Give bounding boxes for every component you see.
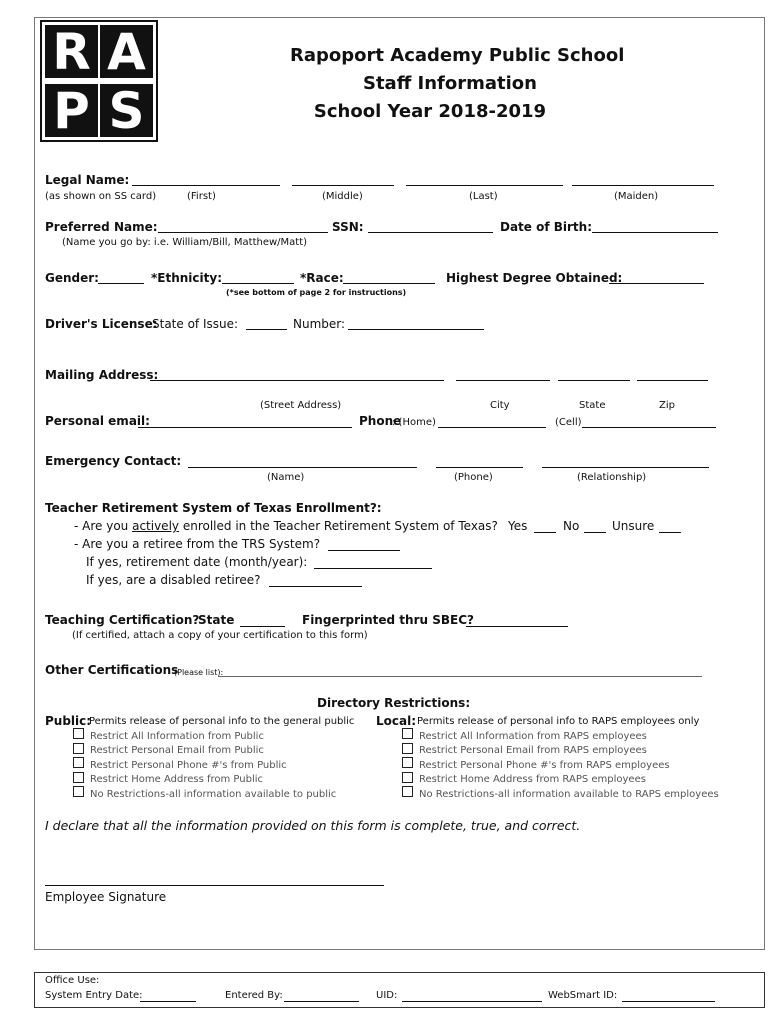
personal-email-field[interactable] — [138, 426, 352, 428]
other-cert-field[interactable] — [218, 675, 702, 677]
local-option-checkbox[interactable] — [402, 772, 413, 783]
public-option-label: Restrict Personal Phone #'s from Public — [90, 760, 287, 771]
trs-unsure-field[interactable] — [659, 531, 681, 533]
form-title: Staff Information — [362, 73, 537, 94]
trs-retirement-date-field[interactable] — [314, 567, 432, 569]
fingerprinted-field[interactable] — [466, 625, 568, 627]
preferred-name-field[interactable] — [158, 231, 328, 233]
street-caption: (Street Address) — [260, 400, 342, 411]
emergency-phone-caption: (Phone) — [454, 472, 493, 483]
trs-heading: Teacher Retirement System of Texas Enrollment?: — [45, 501, 382, 515]
trs-retirement-date-question: If yes, retirement date (month/year): — [86, 555, 308, 569]
declaration-text: I declare that all the information provided on this form is complete, true, and correct. — [45, 818, 581, 833]
first-caption: (First) — [187, 191, 216, 202]
preferred-name-label: Preferred Name: — [45, 220, 158, 234]
other-cert-label: Other Certifications — [45, 663, 179, 677]
home-phone-field[interactable] — [438, 426, 546, 428]
trs-disabled-question: If yes, are a disabled retiree? — [86, 573, 261, 587]
mailing-address-label: Mailing Address: — [45, 368, 159, 382]
signature-label: Employee Signature — [45, 890, 167, 904]
entered-by-field[interactable] — [284, 1000, 359, 1002]
system-entry-date-label: System Entry Date: — [45, 990, 143, 1001]
legal-note: (as shown on SS card) — [45, 191, 157, 202]
directory-heading: Directory Restrictions: — [317, 696, 471, 710]
fingerprinted-label: Fingerprinted thru SBEC? — [302, 613, 474, 627]
local-label: Local: — [376, 714, 417, 728]
degree-field[interactable] — [609, 282, 704, 284]
entered-by-label: Entered By: — [225, 990, 283, 1001]
system-entry-date-field[interactable] — [140, 1000, 196, 1002]
signature-field[interactable] — [45, 884, 384, 886]
city-field[interactable] — [456, 379, 550, 381]
logo-letter-a: A — [100, 25, 153, 78]
trs-yes-field[interactable] — [534, 531, 556, 533]
legal-name-label: Legal Name: — [45, 173, 130, 187]
emergency-relationship-caption: (Relationship) — [577, 472, 647, 483]
emergency-relationship-field[interactable] — [542, 466, 709, 468]
ethnicity-note: (*see bottom of page 2 for instructions) — [226, 288, 407, 297]
raps-logo — [40, 20, 158, 142]
local-option-checkbox[interactable] — [402, 743, 413, 754]
ssn-field[interactable] — [368, 231, 493, 233]
local-option-checkbox[interactable] — [402, 728, 413, 739]
emergency-phone-field[interactable] — [436, 466, 523, 468]
race-field[interactable] — [343, 282, 435, 284]
public-option-checkbox[interactable] — [73, 757, 84, 768]
zip-caption: Zip — [659, 400, 675, 411]
logo-letter-p: P — [45, 84, 98, 137]
trs-disabled-field[interactable] — [269, 585, 362, 587]
trs-unsure-label: Unsure — [612, 519, 655, 533]
emergency-name-field[interactable] — [188, 466, 417, 468]
drivers-license-label: Driver's License: — [45, 317, 158, 331]
degree-label: Highest Degree Obtained: — [446, 271, 623, 285]
office-use-box — [34, 972, 765, 1008]
local-option-label: Restrict Home Address from RAPS employees — [419, 774, 646, 785]
local-option-label: Restrict All Information from RAPS employees — [419, 731, 647, 742]
other-cert-note: (Please list): — [174, 668, 224, 677]
last-name-field[interactable] — [406, 184, 563, 186]
uid-field[interactable] — [402, 1000, 542, 1002]
home-phone-caption: : (Home) — [392, 417, 436, 428]
trs-no-field[interactable] — [584, 531, 606, 533]
gender-label: Gender: — [45, 271, 99, 285]
public-option-checkbox[interactable] — [73, 786, 84, 797]
emergency-name-caption: (Name) — [267, 472, 305, 483]
school-name: Rapoport Academy Public School — [290, 45, 625, 66]
public-option-label: Restrict Home Address from Public — [90, 774, 264, 785]
cert-note: (If certified, attach a copy of your certification to this form) — [72, 630, 368, 641]
local-description: Permits release of personal info to RAPS employees only — [417, 716, 700, 727]
street-address-field[interactable] — [150, 379, 444, 381]
ethnicity-label: *Ethnicity: — [151, 271, 222, 285]
state-of-issue-label: State of Issue: — [152, 317, 239, 331]
office-use-title: Office Use: — [45, 975, 100, 986]
local-option-label: No Restrictions-all information available to RAPS employees — [419, 789, 719, 800]
ethnicity-field[interactable] — [222, 282, 294, 284]
public-label: Public: — [45, 714, 92, 728]
zip-field[interactable] — [637, 379, 708, 381]
local-option-checkbox[interactable] — [402, 786, 413, 797]
middle-name-field[interactable] — [292, 184, 394, 186]
cell-phone-caption: (Cell) — [555, 417, 582, 428]
school-year: School Year 2018-2019 — [313, 101, 547, 122]
teaching-cert-label: Teaching Certification? — [45, 613, 200, 627]
dob-label: Date of Birth: — [500, 220, 593, 234]
cell-phone-field[interactable] — [582, 426, 716, 428]
logo-letter-r: R — [45, 25, 98, 78]
maiden-caption: (Maiden) — [614, 191, 659, 202]
license-state-field[interactable] — [246, 328, 287, 330]
trs-yes-label: Yes — [508, 519, 528, 533]
trs-q1-pre: - Are you — [74, 519, 133, 533]
cert-state-field[interactable] — [240, 625, 285, 627]
emergency-contact-label: Emergency Contact: — [45, 454, 182, 468]
logo-letter-s: S — [100, 84, 153, 137]
city-caption: City — [490, 400, 510, 411]
license-number-label: Number: — [293, 317, 346, 331]
middle-caption: (Middle) — [322, 191, 363, 202]
preferred-note: (Name you go by: i.e. William/Bill, Matthew/Matt) — [62, 237, 308, 248]
cert-state-label: State — [198, 613, 235, 627]
gender-field[interactable] — [98, 282, 144, 284]
public-description: Permits release of personal info to the general public — [89, 716, 355, 727]
trs-q1-underlined: actively — [132, 519, 180, 533]
state-field[interactable] — [558, 379, 630, 381]
public-option-label: Restrict Personal Email from Public — [90, 745, 264, 756]
state-caption: State — [579, 400, 606, 411]
form-border — [34, 17, 765, 950]
trs-no-label: No — [563, 519, 580, 533]
trs-active-question — [74, 519, 498, 533]
maiden-name-field[interactable] — [572, 184, 714, 186]
first-name-field[interactable] — [132, 184, 280, 186]
last-caption: (Last) — [469, 191, 498, 202]
trs-retiree-field[interactable] — [328, 549, 400, 551]
public-option-checkbox[interactable] — [73, 728, 84, 739]
dob-field[interactable] — [592, 231, 718, 233]
license-number-field[interactable] — [348, 328, 484, 330]
phone-label: Phone — [359, 414, 402, 428]
local-option-checkbox[interactable] — [402, 757, 413, 768]
race-label: *Race: — [300, 271, 344, 285]
uid-label: UID: — [376, 990, 398, 1001]
ssn-label: SSN: — [332, 220, 364, 234]
public-option-label: Restrict All Information from Public — [90, 731, 264, 742]
local-option-label: Restrict Personal Email from RAPS employees — [419, 745, 647, 756]
local-option-label: Restrict Personal Phone #'s from RAPS employees — [419, 760, 670, 771]
public-option-checkbox[interactable] — [73, 743, 84, 754]
websmart-id-field[interactable] — [622, 1000, 715, 1002]
personal-email-label: Personal email: — [45, 414, 150, 428]
public-option-label: No Restrictions-all information available to public — [90, 789, 337, 800]
public-option-checkbox[interactable] — [73, 772, 84, 783]
websmart-id-label: WebSmart ID: — [548, 990, 618, 1001]
trs-q1-post: enrolled in the Teacher Retirement System of Texas? — [179, 519, 498, 533]
trs-retiree-question: - Are you a retiree from the TRS System? — [74, 537, 321, 551]
